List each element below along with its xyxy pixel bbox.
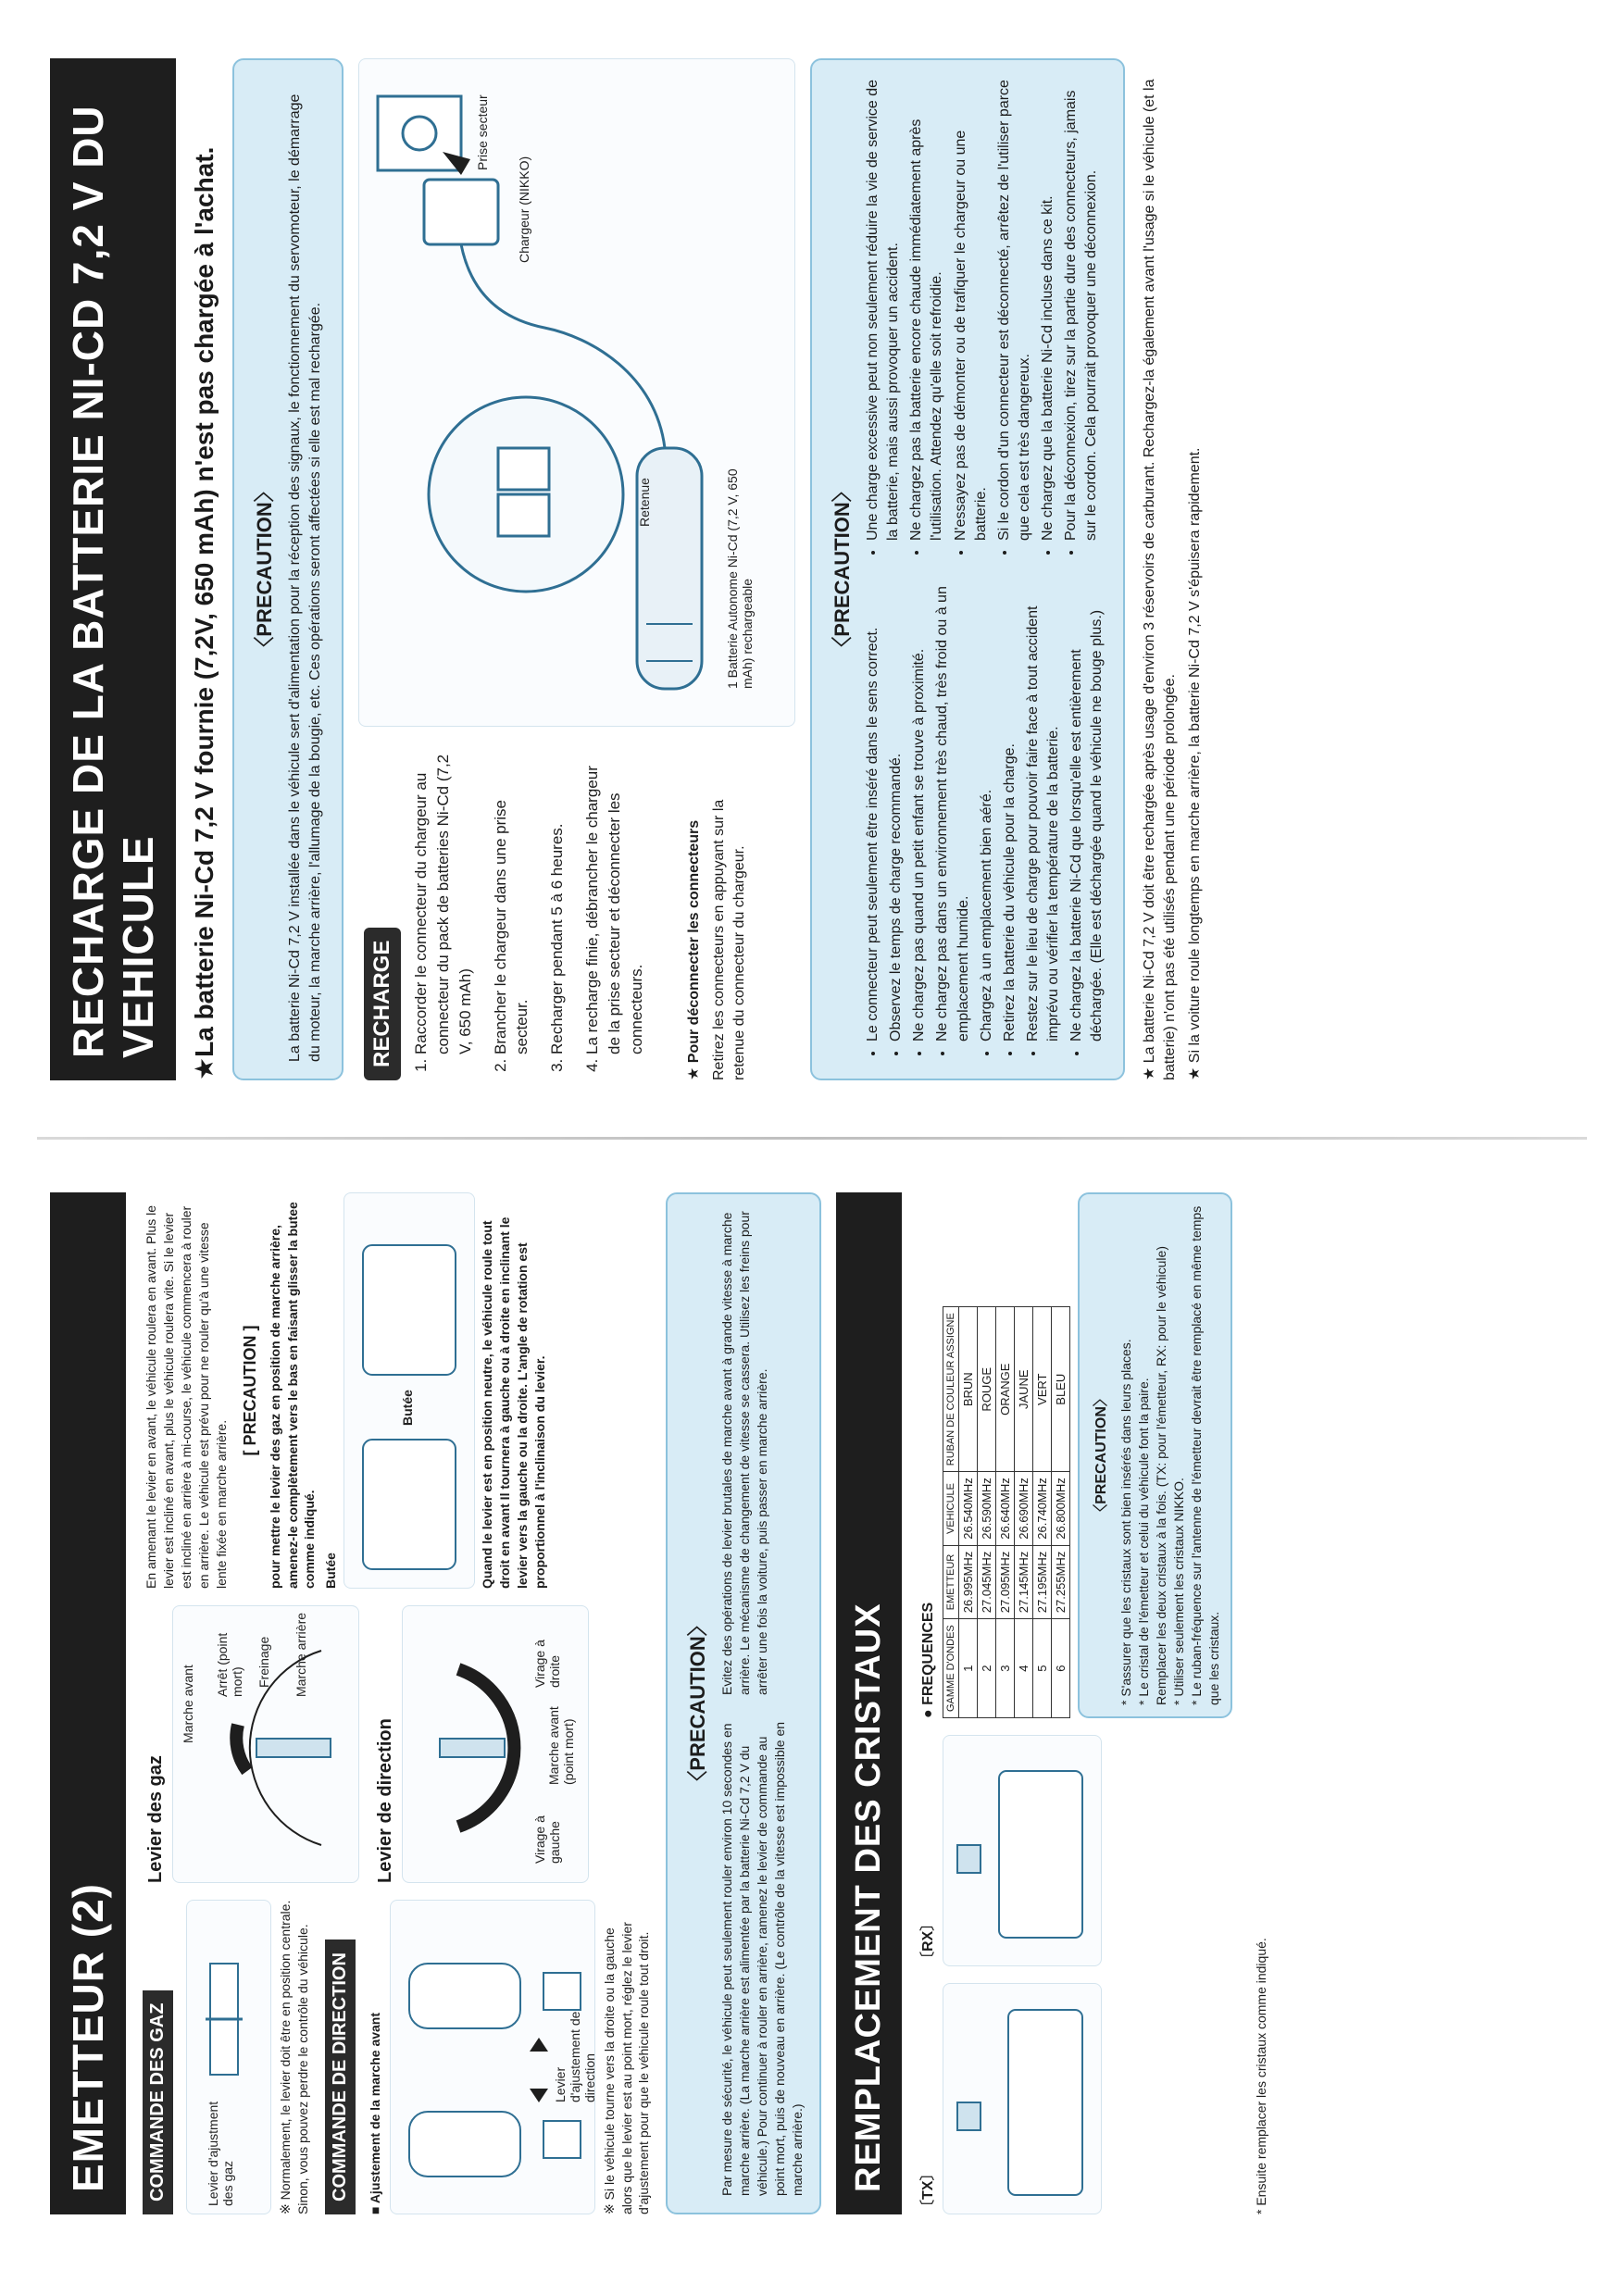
crystal-note: * Utiliser seulement les cristaux NIKKO. xyxy=(1170,1478,1186,1705)
car-trim-illustration xyxy=(390,1900,595,2214)
table-row xyxy=(943,1307,959,1718)
table-row xyxy=(978,1307,996,1718)
direction-trim-label: Levier d'ajustement de direction xyxy=(552,2011,597,2102)
table-cell: 27.045MHz xyxy=(978,1545,996,1618)
table-cell: 26.640MHz xyxy=(996,1472,1015,1545)
butee-illustration xyxy=(344,1192,475,1589)
crystal-note: * Le cristal de l'émetteur et celui du véhicule font la paire. xyxy=(1136,1378,1152,1705)
list-item: • Ne chargez pas quand un petit enfant se trouve à proximité. xyxy=(909,578,930,1041)
list-item: • Observez le temps de charge recommandé. xyxy=(886,578,906,1041)
list-item: • Ne chargez que la batterie Ni-Cd incluse dans ce kit. xyxy=(1038,77,1058,541)
direction-arc-label: Virage à gauche xyxy=(532,1815,562,1864)
tx-illustration xyxy=(943,1983,1102,2214)
table-cell: ROUGE xyxy=(978,1307,996,1472)
frequency-title: ● FREQUENCES xyxy=(919,1602,936,1718)
gas-arc-label: Marche avant xyxy=(181,1665,195,1743)
gas-trim-label: Levier d'ajustment des gaz xyxy=(206,2101,235,2206)
frequency-table xyxy=(943,1306,1070,1718)
table-row xyxy=(959,1307,978,1718)
rx-label: 〔RX〕 xyxy=(919,1915,936,1966)
table-cell: 26.590MHz xyxy=(978,1472,996,1545)
list-item: • Restez sur le lieu de charge pour pouvoir faire face à tout accident imprévu ou vérifier la température de la batterie. xyxy=(1023,578,1064,1041)
table-cell: 26.995MHz xyxy=(959,1545,978,1618)
list-item: • Ne chargez pas dans un environnement très chaud, très froid ou à un emplacement humide. xyxy=(932,578,973,1041)
table-cell: 2 xyxy=(978,1619,996,1718)
gas-arc-label: Arrêt (point mort) xyxy=(215,1632,244,1697)
rx-svg xyxy=(943,1743,1101,1965)
table-cell: 26.800MHz xyxy=(1052,1472,1070,1545)
table-cell: VERT xyxy=(1033,1307,1052,1472)
table-header: VEHICULE xyxy=(943,1472,959,1545)
gas-lever-title: Levier des gaz xyxy=(145,1755,166,1883)
table-header: EMETTEUR xyxy=(943,1545,959,1618)
disconnect-title: ★ Pour déconnecter les connecteurs xyxy=(686,819,703,1080)
battery-label: 1 Batterie Autonome Ni-Cd (7,2 V, 650 mAh) rechargeable xyxy=(725,468,756,689)
reverse-precaution-right: Evitez des opérations de levier brutales de marche avant à grande vitesse à marche arrière. Le mécanisme de changement de vitesse se cassera. Utilisez les freins pour arrêter une fois la voiture, puis passer en marche arrière. xyxy=(719,1211,770,1695)
crystal-precaution-title: 〈PRECAUTION〉 xyxy=(1093,1391,1110,1519)
gas-arc-label: Freinage xyxy=(256,1636,271,1688)
charge-precaution-title: 〈PRECAUTION〉 xyxy=(831,481,855,657)
list-item: • Ne chargez la batterie Ni-Cd que lorsqu'elle est entièrement déchargée. (Elle est déchargée quand le véhicule ne bouge plus.) xyxy=(1067,578,1107,1041)
recharge-step: 4. La recharge finie, débrancher le chargeur de la prise secteur et déconnecter les connecteurs. xyxy=(581,747,647,1054)
table-cell: 5 xyxy=(1033,1619,1052,1718)
reverse-precaution-left: Par mesure de sécurité, le véhicule peut seulement rouler environ 10 secondes en marche arrière. (La marche arrière est alimentée par la batterie Ni-Cd 7,2 V du véhicule.) Pour continuer à rouler en arrière, ramenez le levier de commande au point mort, puis de nouveau en arrière. (Le contrôle de la vitesse est impossible en marche arrière.) xyxy=(719,1721,805,2196)
battery-page xyxy=(37,42,1587,1097)
table-cell: 4 xyxy=(1015,1619,1033,1718)
crystal-footer: * Ensuite remplacer les cristaux comme indiqué. xyxy=(1253,1938,1268,2214)
table-cell: 1 xyxy=(959,1619,978,1718)
gas-arc-label: Marche arrière xyxy=(294,1612,308,1697)
battery-footnote: ★ Si la voiture roule longtemps en marche arrière, la batterie Ni-Cd 7,2 V s'épuisera rapidement. xyxy=(1186,447,1203,1080)
table-row xyxy=(996,1307,1015,1718)
crystal-note: Remplacer les deux cristaux à la fois. (TX: pour l'émetteur, RX: pour le véhicule) xyxy=(1153,1246,1168,1705)
crystal-note: * Le ruban-fréquence sur l'antenne de l'émetteur devrait être remplacé en même temps que les cristaux. xyxy=(1188,1205,1221,1705)
socket-label: Prise secteur xyxy=(475,94,491,170)
charger-shape xyxy=(424,180,498,244)
charge-precaution-panel xyxy=(810,58,1125,1080)
recharge-label: RECHARGE xyxy=(364,928,401,1080)
direction-note: ※ Si le véhicule tourne vers la droite ou la gauche alors que le levier est au point mort, réglez le levier d'ajustement pour que le véhicule roule tout droit. xyxy=(601,1922,652,2214)
page-fold-line xyxy=(37,1137,1587,1140)
table-cell: 3 xyxy=(996,1619,1015,1718)
table-cell: 27.095MHz xyxy=(996,1545,1015,1618)
charger-illustration xyxy=(358,58,795,727)
table-cell: ORANGE xyxy=(996,1307,1015,1472)
list-item: • N'essayez pas de démonter ou de trafiquer le chargeur ou une batterie. xyxy=(951,77,992,541)
table-cell: 6 xyxy=(1052,1619,1070,1718)
list-item: • Une charge excessive peut non seulement réduire la vie de service de la batterie, mais aussi provoquer un accident. xyxy=(863,77,904,541)
gas-lever-illustration xyxy=(172,1605,359,1883)
rx-illustration xyxy=(943,1735,1102,1966)
crystal-note: * S'assurer que les cristaux sont bien insérés dans leurs places. xyxy=(1118,1339,1134,1705)
list-item: • Le connecteur peut seulement être inséré dans le sens correct. xyxy=(863,578,883,1041)
table-row xyxy=(1033,1307,1052,1718)
gas-precaution-text: pour mettre le levier des gaz en position de marche arrière, amenez-le complètement vers le bas en faisant glisser la butee comme indiqué. xyxy=(267,1202,318,1589)
list-item: • Ne chargez pas la batterie encore chaude immédiatement après l'utilisation. Attendez qu'elle soit refroidie. xyxy=(906,77,947,541)
battery-subtitle: ★La batterie Ni-Cd 7,2 V fournie (7,2V, 650 mAh) n'est pas chargée à l'achat. xyxy=(190,146,219,1080)
intro-precaution-panel xyxy=(232,58,344,1080)
butee-bullet: Butée xyxy=(323,1553,339,1589)
retenue-label: Retenue xyxy=(637,478,653,527)
gas-note: ※ Normalement, le levier doit être en position centrale. Sinon, vous pouvez perdre le contrôle du véhicule. xyxy=(278,1900,310,2214)
table-header: GAMME D'ONDES xyxy=(943,1619,959,1718)
table-cell: JAUNE xyxy=(1015,1307,1033,1472)
table-row xyxy=(1052,1307,1070,1718)
tx-svg xyxy=(943,1991,1101,2214)
direction-lever-title: Levier de direction xyxy=(375,1718,395,1883)
list-item: • Si le cordon d'un connecteur est déconnecté, arrêtez de l'utiliser parce que cela est très dangereux. xyxy=(994,77,1035,541)
direction-subtitle: ■ Ajustement de la marche avant xyxy=(367,2012,382,2214)
charge-precaution-left xyxy=(863,578,1110,1062)
butee-label: Butée xyxy=(400,1390,416,1426)
charge-precaution-right xyxy=(863,77,1110,561)
direction-lever-illustration xyxy=(402,1605,589,1883)
crystal-title: REMPLACEMENT DES CRISTAUX xyxy=(836,1192,902,2214)
list-item: • Retirez la batterie du véhicule pour la charge. xyxy=(1000,578,1020,1041)
table-cell: 26.540MHz xyxy=(959,1472,978,1545)
disconnect-text: Retirez les connecteurs en appuyant sur la retenue du connecteur du chargeur. xyxy=(710,799,748,1080)
intro-precaution-text: La batterie Ni-Cd 7,2 V installée dans le véhicule sert d'alimentation pour la réception des signaux, le fonctionnement du servomoteur, le démarrage du moteur, la marche arrière, l'allumage de la bougie, etc. Ces opérations seront affectées si elle est mal rechargée. xyxy=(287,94,323,1062)
tx-label: 〔TX〕 xyxy=(919,2165,936,2214)
table-cell: BLEU xyxy=(1052,1307,1070,1472)
recharge-step: 1. Raccorder le connecteur du chargeur au connecteur du pack de batteries Ni-Cd (7,2 V, 650 mAh) xyxy=(410,747,476,1054)
transmitter-page xyxy=(37,1176,1587,2231)
table-cell: BRUN xyxy=(959,1307,978,1472)
gas-precaution-title: [ PRECAUTION ] xyxy=(241,1325,260,1456)
table-cell: 26.690MHz xyxy=(1015,1472,1033,1545)
battery-footnote: ★ La batterie Ni-Cd 7,2 V doit être rechargée après usage d'environ 3 réservoirs de carburant. Rechargez-la également avant l'usage si le véhicule (et la batterie) n'ont pas été utilisés pendant une période prolongée. xyxy=(1142,79,1179,1080)
crystal-precaution-panel xyxy=(1078,1192,1231,1718)
intro-precaution-title: 〈PRECAUTION〉 xyxy=(253,481,276,657)
gas-text: En amenant le levier en avant, le véhicule roulera en avant. Plus le levier est incliné en avant, plus le véhicule roulera vite. Si le levier est incliné en arrière à mi-course, le véhicule commencera à rouler en arrière. Le véhicule est prévu pour ne rouler qu'à une vitesse lente fixée en marche arrière. xyxy=(144,1204,229,1589)
table-cell: 27.145MHz xyxy=(1015,1545,1033,1618)
direction-arc-label: Virage à droite xyxy=(532,1640,562,1688)
list-item: • Chargez à un emplacement bien aéré. xyxy=(977,578,997,1041)
recharge-step: 3. Recharger pendant 5 à 6 heures. xyxy=(546,747,568,1054)
transmitter-page-title: EMETTEUR (2) xyxy=(50,1192,126,2214)
reverse-precaution-panel xyxy=(666,1192,820,2214)
table-header: RUBAN DE COULEUR ASSIGNE xyxy=(943,1307,959,1472)
table-cell: 26.740MHz xyxy=(1033,1472,1052,1545)
table-row xyxy=(1015,1307,1033,1718)
recharge-step: 2. Brancher le chargeur dans une prise secteur. xyxy=(490,747,534,1054)
charger-label: Chargeur (NIKKO) xyxy=(517,156,532,263)
direction-section-title: COMMANDE DE DIRECTION xyxy=(325,1940,356,2214)
gas-section-title: COMMANDE DES GAZ xyxy=(143,1990,173,2214)
battery-page-title: RECHARGE DE LA BATTERIE NI-CD 7,2 V DU VEHICULE xyxy=(50,58,176,1080)
list-item: • Pour la déconnexion, tirez sur la partie dure des connecteurs, jamais sur le cordon. Cela pourrait provoquer une déconnexion. xyxy=(1061,77,1102,541)
table-cell: 27.255MHz xyxy=(1052,1545,1070,1618)
table-cell: 27.195MHz xyxy=(1033,1545,1052,1618)
reverse-precaution-title: 〈PRECAUTION〉 xyxy=(686,1615,710,1791)
gas-trim-illustration xyxy=(186,1900,271,2214)
recharge-steps xyxy=(410,747,647,1080)
direction-text: Quand le levier est en position neutre, le véhicule roule tout droit en avant Il tournera à gauche ou à droite en inclinant le levier vers la gauche ou la droite. L'angle de rotation est proportionnel à l'inclinaison du levier. xyxy=(480,1216,547,1589)
direction-arc-label: Marche avant (point mort) xyxy=(546,1706,576,1785)
